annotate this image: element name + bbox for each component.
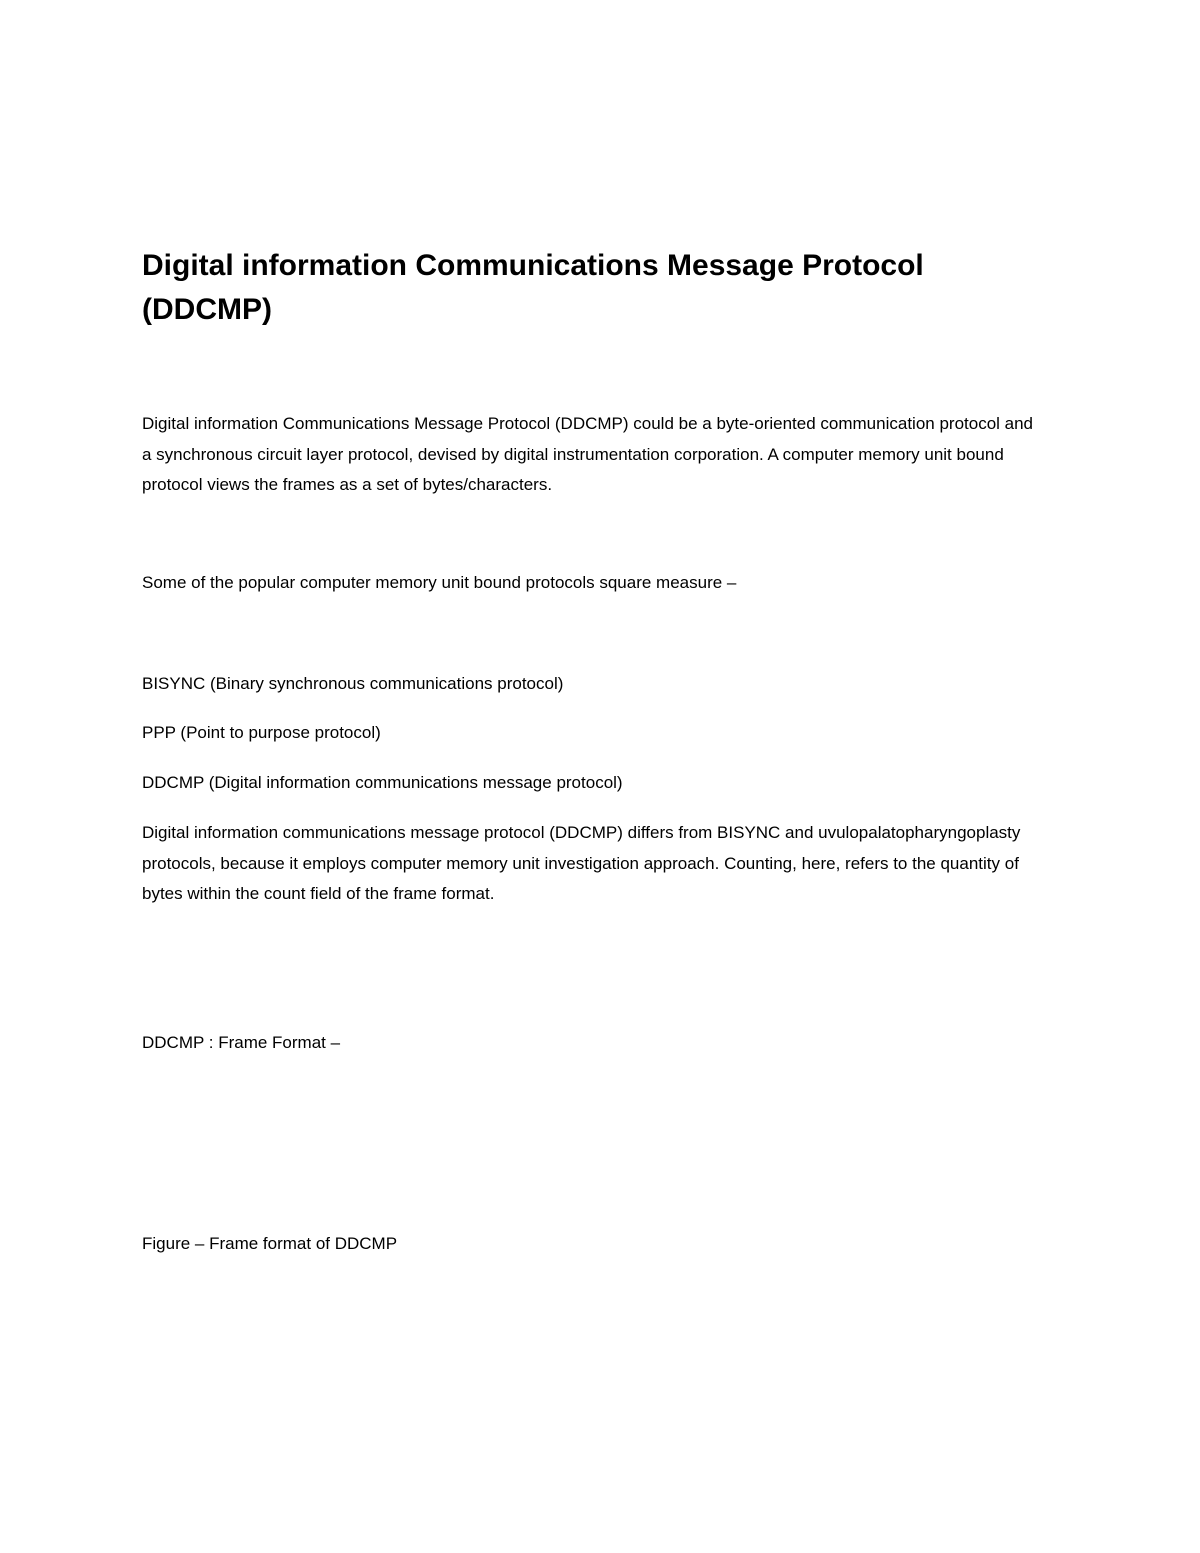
protocol-item-bisync: BISYNC (Binary synchronous communications protocol): [142, 674, 564, 693]
differs-paragraph: Digital information communications message protocol (DDCMP) differs from BISYNC and uvulopalatopharyngoplasty protocols, because it employs computer memory unit investigation approach. Counting, here, refers to the quantity of bytes within the count field of the frame format.: [142, 823, 1021, 903]
figure-caption: Figure – Frame format of DDCMP: [142, 1234, 398, 1253]
popular-protocols-intro: Some of the popular computer memory unit bound protocols square measure –: [142, 573, 737, 592]
document-title: Digital information Communications Message Protocol (DDCMP): [142, 249, 924, 326]
intro-paragraph: Digital information Communications Message Protocol (DDCMP) could be a byte-oriented communication protocol and a synchronous circuit layer protocol, devised by digital instrumentation corporation. A computer memory unit bound protocol views the frames as a set of bytes/characters.: [142, 414, 1034, 494]
frame-format-heading: DDCMP : Frame Format –: [142, 1033, 341, 1052]
protocol-item-ddcmp: DDCMP (Digital information communications message protocol): [142, 773, 623, 792]
protocol-item-ppp: PPP (Point to purpose protocol): [142, 723, 381, 742]
